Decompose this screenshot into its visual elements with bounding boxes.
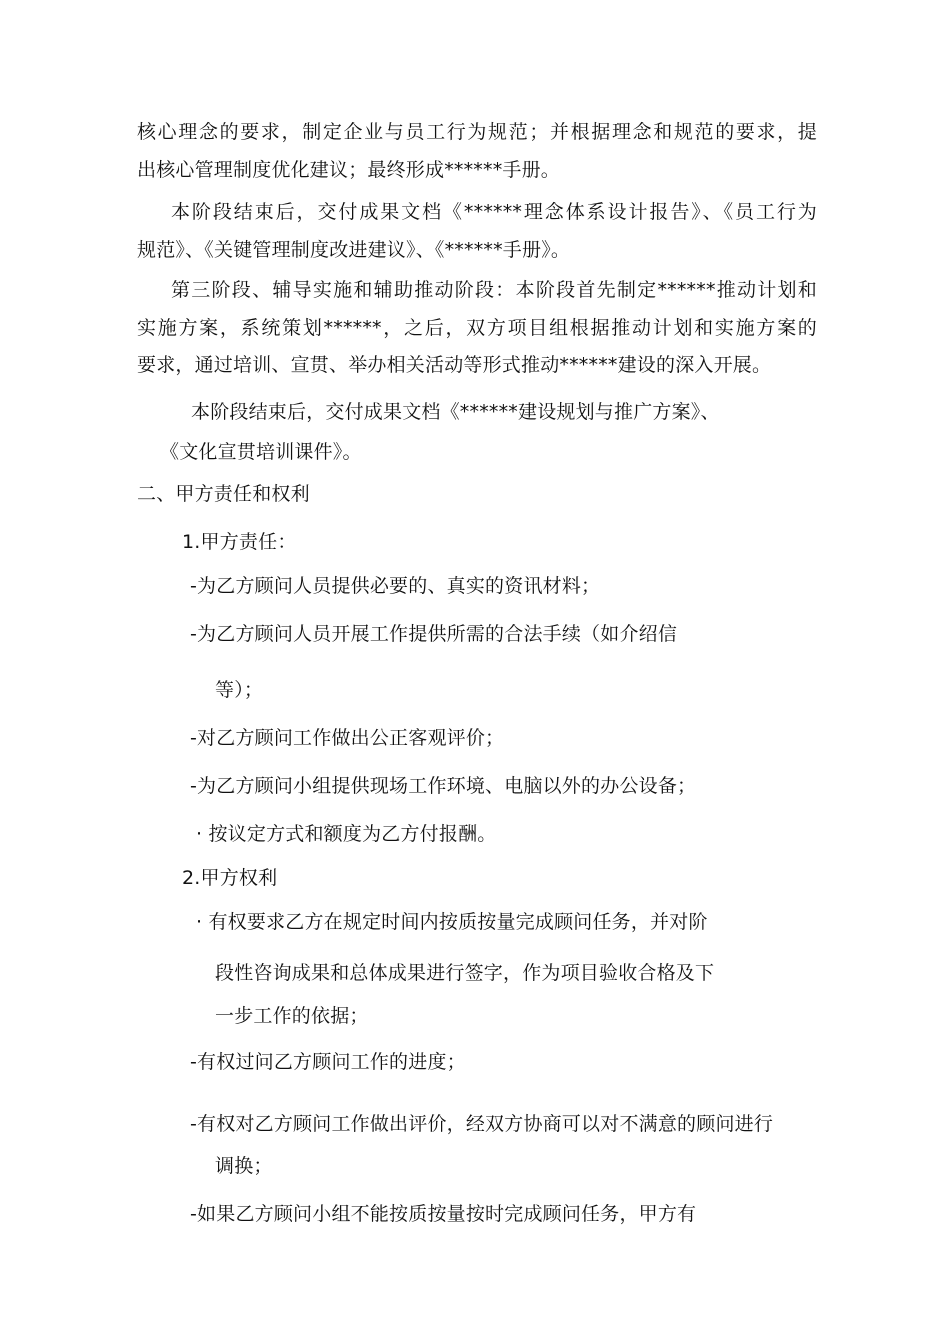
text-line: 规范》、《关键管理制度改进建议》、《******手册》。 xyxy=(137,239,571,261)
text-line: 实施方案，系统策划******，之后，双方项目组根据推动计划和实施方案的 xyxy=(137,317,817,339)
list-item-continuation: 段性咨询成果和总体成果进行签字，作为项目验收合格及下 xyxy=(215,962,715,984)
subsection-heading: 1.甲方责任： xyxy=(182,531,297,553)
text-line: 核心理念的要求，制定企业与员工行为规范；并根据理念和规范的要求，提 xyxy=(137,121,817,143)
list-item: -有权对乙方顾问工作做出评价，经双方协商可以对不满意的顾问进行 xyxy=(190,1113,774,1135)
list-item-continuation: 调换； xyxy=(215,1155,273,1177)
text-line: 《文化宣贯培训课件》。 xyxy=(160,441,362,463)
list-item: · 有权要求乙方在规定时间内按质按量完成顾问任务，并对阶 xyxy=(196,911,708,933)
text-line: 出核心管理制度优化建议；最终形成******手册。 xyxy=(137,159,561,181)
list-item: -为乙方顾问人员提供必要的、真实的资讯材料； xyxy=(190,575,601,597)
list-item: -对乙方顾问工作做出公正客观评价； xyxy=(190,727,505,749)
list-item: · 按议定方式和额度为乙方付报酬。 xyxy=(196,823,497,845)
list-item: -如果乙方顾问小组不能按质按量按时完成顾问任务，甲方有 xyxy=(190,1203,697,1225)
text-line: 本阶段结束后，交付成果文档《******理念体系设计报告》、《员工行为 xyxy=(171,201,817,223)
list-item-continuation: 一步工作的依据； xyxy=(215,1005,369,1027)
list-item: -为乙方顾问小组提供现场工作环境、电脑以外的办公设备； xyxy=(190,775,697,797)
text-line: 要求，通过培训、宣贯、举办相关活动等形式推动******建设的深入开展。 xyxy=(137,354,772,376)
text-line: 第三阶段、辅导实施和辅助推动阶段：本阶段首先制定******推动计划和 xyxy=(171,279,817,301)
list-item: -为乙方顾问人员开展工作提供所需的合法手续（如介绍信 xyxy=(190,623,678,645)
subsection-heading: 2.甲方权利 xyxy=(182,867,278,889)
section-heading: 二、甲方责任和权利 xyxy=(137,483,310,505)
text-line: 本阶段结束后，交付成果文档《******建设规划与推广方案》、 xyxy=(191,401,720,423)
list-item: -有权过问乙方顾问工作的进度； xyxy=(190,1051,466,1073)
list-item-continuation: 等）； xyxy=(215,679,264,701)
